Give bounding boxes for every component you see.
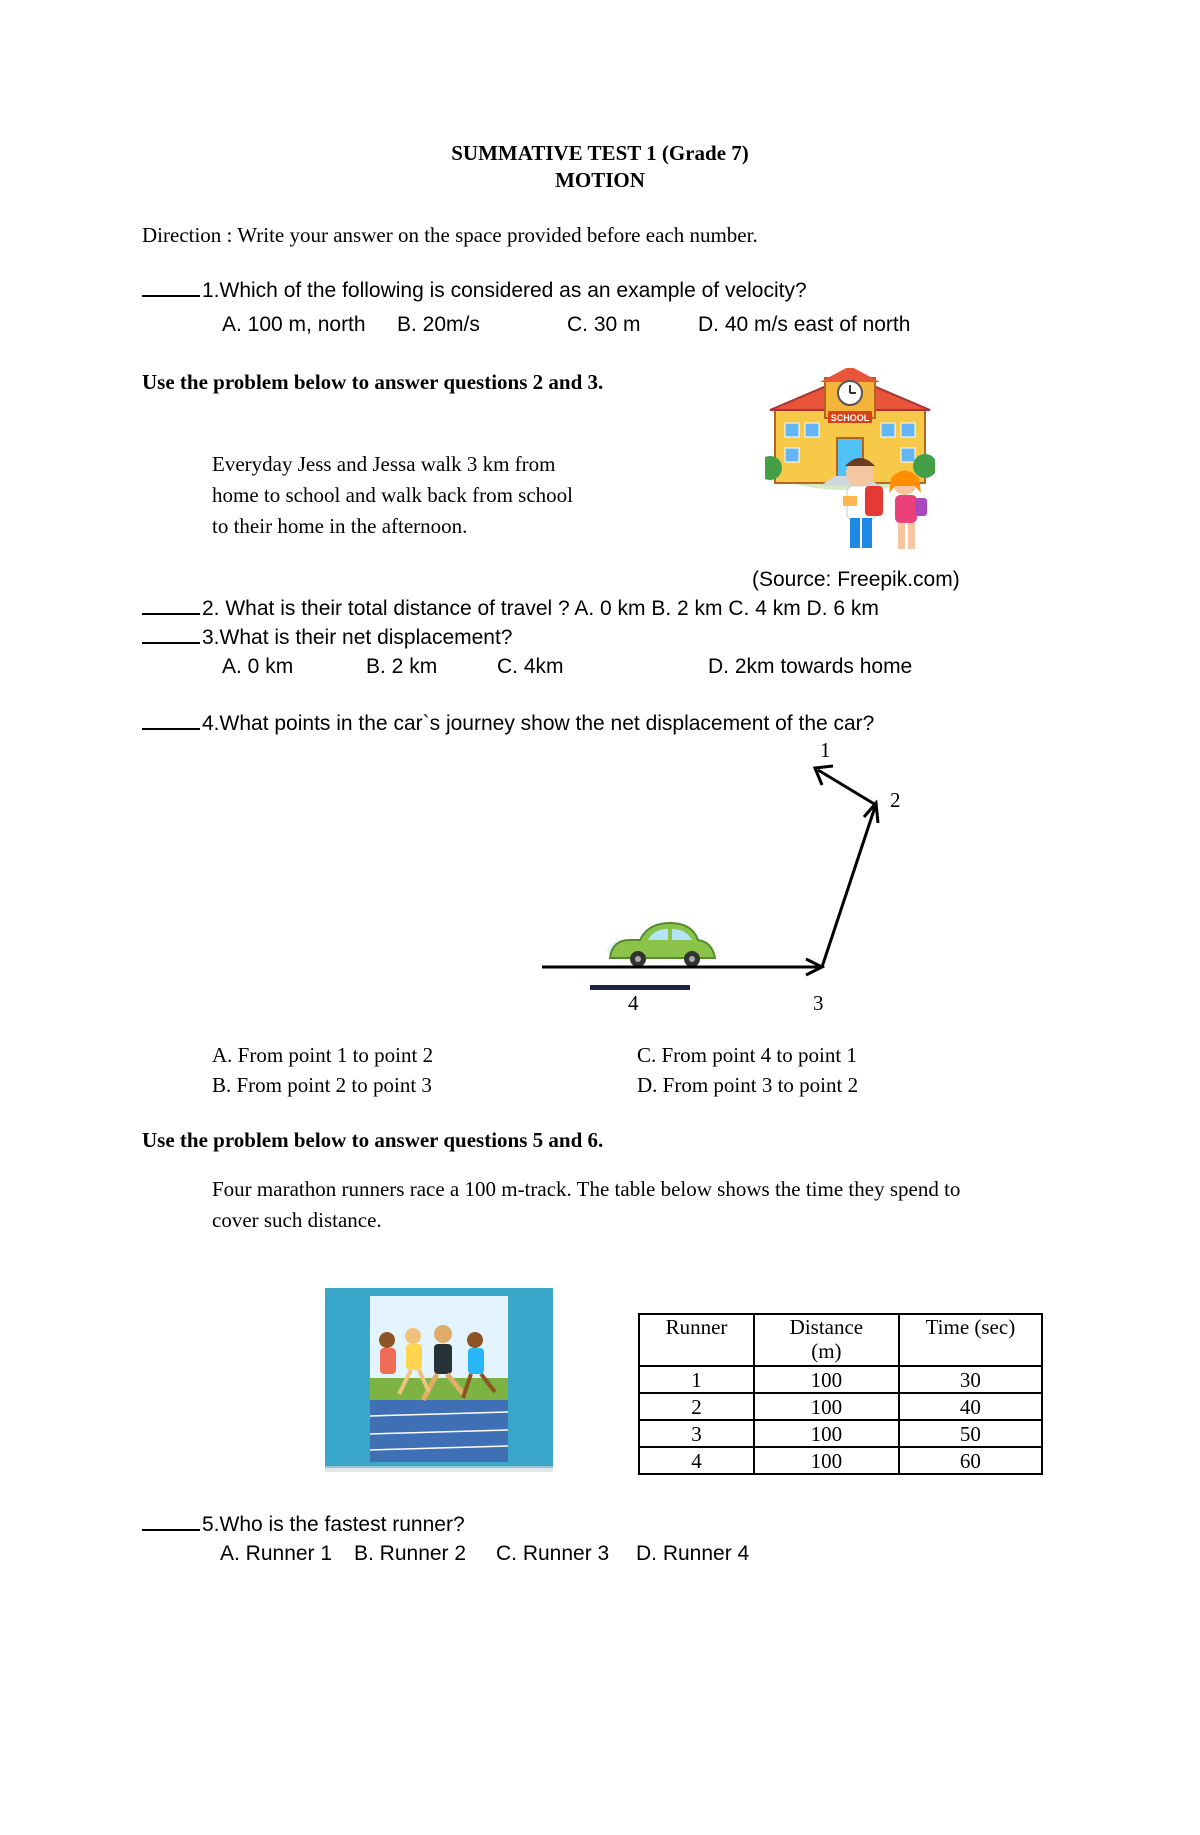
table-row [639,1420,1042,1447]
q4-option-a: A. From point 1 to point 2 [212,1043,434,1067]
q4-option-c: C. From point 4 to point 1 [637,1043,857,1067]
question-2-text: 2. What is their total distance of travel ? A. 0 km B. 2 km C. 4 km D. 6 km [202,597,879,620]
header-distance [754,1314,899,1366]
q3-option-a: A. 0 km [222,655,294,678]
question-1 [142,279,807,303]
question-5-text: 5.Who is the fastest runner? [202,1513,465,1536]
passage-line: to their home in the afternoon. [212,514,468,538]
table-cell: 4 [639,1447,754,1474]
table-cell: 100 [754,1393,899,1420]
q1-option-a: A. 100 m, north [222,313,366,336]
answer-blank[interactable] [142,597,200,615]
table-cell: 100 [754,1447,899,1474]
question-4 [142,712,874,736]
test-title: SUMMATIVE TEST 1 (Grade 7) [451,141,749,165]
q5-option-a: A. Runner 1 [220,1542,333,1565]
problem-2-passage [212,1174,960,1236]
path-segment-2-1 [818,770,876,805]
q5-option-d: D. Runner 4 [636,1542,750,1565]
header-distance-line2: (m) [811,1339,842,1363]
header-time: Time (sec) [899,1314,1042,1366]
q3-option-c: C. 4km [497,655,564,678]
car-journey-diagram [530,735,930,1020]
answer-blank[interactable] [142,712,200,730]
q1-option-b: B. 20m/s [397,313,480,336]
table-cell: 60 [899,1447,1042,1474]
answer-blank[interactable] [142,626,200,644]
question-5 [142,1513,465,1537]
table-row [639,1393,1042,1420]
table-cell: 3 [639,1420,754,1447]
image-source-caption: (Source: Freepik.com) [752,568,960,591]
passage-line: Everyday Jess and Jessa walk 3 km from [212,452,556,476]
runner-times-table [638,1313,1043,1475]
question-1-text: 1.Which of the following is considered as an example of velocity? [202,279,807,302]
answer-blank[interactable] [142,1513,200,1531]
table-row [639,1447,1042,1474]
direction-text: Direction : Write your answer on the space provided before each number. [142,223,758,247]
passage-line: cover such distance. [212,1208,382,1232]
table-row [639,1366,1042,1393]
header-distance-line1: Distance [789,1315,864,1339]
marathon-runners-illustration [325,1288,553,1474]
question-4-text: 4.What points in the car`s journey show the net displacement of the car? [202,712,875,735]
school-children-illustration [765,368,935,560]
path-segment-3-2 [822,807,875,967]
question-3-text: 3.What is their net displacement? [202,626,513,649]
test-subtitle: MOTION [555,168,645,192]
answer-blank[interactable] [142,279,200,297]
q1-option-d: D. 40 m/s east of north [698,313,911,336]
problem-1-heading: Use the problem below to answer questions 2 and 3. [142,370,604,394]
table-cell: 30 [899,1366,1042,1393]
q5-option-b: B. Runner 2 [354,1542,467,1565]
point-2-label: 2 [890,788,901,812]
question-2 [142,597,879,621]
q4-option-b: B. From point 2 to point 3 [212,1073,432,1097]
point-4-label: 4 [628,991,639,1015]
q3-option-b: B. 2 km [366,655,438,678]
table-cell: 2 [639,1393,754,1420]
school-sign-text: SCHOOL [830,413,870,423]
q5-option-c: C. Runner 3 [496,1542,610,1565]
question-3 [142,626,513,650]
road-marker [590,985,690,990]
passage-line: Four marathon runners race a 100 m-track. The table below shows the time they spend to [212,1177,961,1201]
table-cell: 50 [899,1420,1042,1447]
q1-option-c: C. 30 m [567,313,641,336]
table-cell: 100 [754,1366,899,1393]
problem-1-passage [212,449,573,542]
table-header-row [639,1314,1042,1366]
point-1-label: 1 [820,738,831,762]
point-3-label: 3 [813,991,824,1015]
table-cell: 100 [754,1420,899,1447]
q4-option-d: D. From point 3 to point 2 [637,1073,859,1097]
table-cell: 1 [639,1366,754,1393]
header-runner: Runner [639,1314,754,1366]
problem-2-heading: Use the problem below to answer questions 5 and 6. [142,1128,604,1152]
passage-line: home to school and walk back from school [212,483,573,507]
car-icon [607,923,715,967]
table-cell: 40 [899,1393,1042,1420]
q3-option-d: D. 2km towards home [708,655,913,678]
